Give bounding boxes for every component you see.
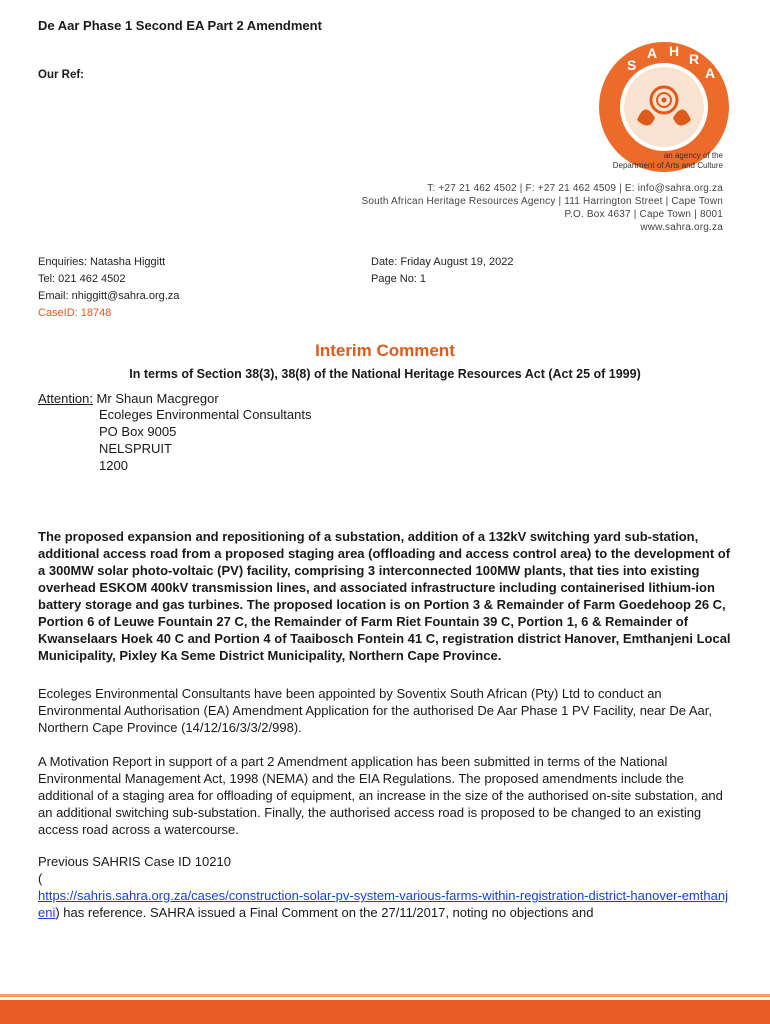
body-paragraph-1: Ecoleges Environmental Consultants have been appointed by Soventix South African (Pty) Ltd to conduct an Environmental Authorisation (EA) Amendment Application for the authorised De Aar Phase 1 PV Facility, near De Aar, Northern Cape Province (14/12/16/3/3/2/998). — [38, 686, 712, 735]
previous-case-link[interactable]: https://sahris.sahra.org.za/cases/construction-solar-pv-system-various-farms-within-registration-district-hanover-emthanjeni — [38, 888, 728, 920]
email[interactable]: Email: nhiggitt@sahra.org.za — [38, 290, 180, 302]
attention-name: Mr Shaun Macgregor — [92, 391, 219, 406]
reference-tail: ) has reference. SAHRA issued a Final Comment on the 27/11/2017, noting no objections and — [55, 905, 594, 920]
footer-bar — [0, 1000, 770, 1024]
footer-divider — [0, 994, 770, 997]
previous-case-id: Previous SAHRIS Case ID 10210 — [38, 854, 231, 869]
page-subtitle: In terms of Section 38(3), 38(8) of the National Heritage Resources Act (Act 25 of 1999) — [129, 367, 641, 381]
attention-label: Attention: — [38, 391, 93, 406]
logo-letter-s: S — [627, 57, 637, 73]
logo-letter-h: H — [669, 43, 680, 59]
enquiries: Enquiries: Natasha Higgitt — [38, 256, 166, 268]
case-id: CaseID: 18748 — [38, 307, 112, 319]
logo-letter-a: A — [647, 45, 658, 61]
agency-line-2: Department of Arts and Culture — [612, 161, 723, 170]
contact-website[interactable]: www.sahra.org.za — [640, 222, 723, 233]
document-title: De Aar Phase 1 Second EA Part 2 Amendment — [38, 18, 322, 33]
body-paragraph-2: A Motivation Report in support of a part 2 Amendment application has been submitted in terms of the National Environmental Management Act, 1998 (NEMA) and the EIA Regulations. The proposed amendments include the additional of a staging area for offloading of equipment, an increase in the size of the authorised on-site substation, and an additional switching sub-substation. Finally, the authorised access road is proposed to be changed to an existing access road across a watercourse. — [38, 754, 723, 837]
contact-address-line-1: South African Heritage Resources Agency | 111 Harrington Street | Cape Town — [361, 196, 723, 207]
agency-line-1: an agency of the — [663, 151, 723, 160]
logo-letter-a2: A — [705, 65, 716, 81]
logo-letter-r: R — [689, 51, 700, 67]
address-line: Ecoleges Environmental Consultants — [99, 407, 312, 422]
reference-open-paren: ( — [38, 871, 43, 886]
contact-address-line-2: P.O. Box 4637 | Cape Town | 8001 — [564, 209, 723, 220]
address-line: PO Box 9005 — [99, 424, 177, 439]
page-title: Interim Comment — [315, 341, 455, 360]
address-line: NELSPRUIT — [99, 441, 172, 456]
project-description: The proposed expansion and repositioning of a substation, addition of a 132kV switching yard sub-station, additional access road from a proposed staging area (offloading and access control area) to the development of a 300MW solar photo-voltaic (PV) facility, comprising 3 interconnected 100MW plants, that ties into existing overhead ESKOM 400kV transmission lines, and associated infrastructure including containerised lithium-ion battery storage and gas turbines. The proposed location is on Portion 3 & Remainder of Farm Goedehoop 26 C, Portion 6 of Leuwe Fountain 27 C, the Remainder of Farm Riet Fountain 39 C, Portion 1, 6 & Remainder of Kwanselaars Hoek 40 C and Portion 4 of Taaibosch Fontein 41 C, registration district Hanover, Emthanjeni Local Municipality, Pixley Ka Seme District Municipality, Northern Cape Province. — [38, 529, 731, 663]
contact-phone-line: T: +27 21 462 4502 | F: +27 21 462 4509 | E: info@sahra.org.za — [427, 183, 723, 194]
letter-date: Date: Friday August 19, 2022 — [371, 256, 514, 268]
telephone: Tel: 021 462 4502 — [38, 273, 126, 285]
address-line: 1200 — [99, 458, 128, 473]
our-ref-label: Our Ref: — [38, 69, 84, 81]
page-number: Page No: 1 — [371, 273, 427, 285]
reference-paragraph — [38, 887, 734, 921]
attention-line — [38, 390, 219, 407]
